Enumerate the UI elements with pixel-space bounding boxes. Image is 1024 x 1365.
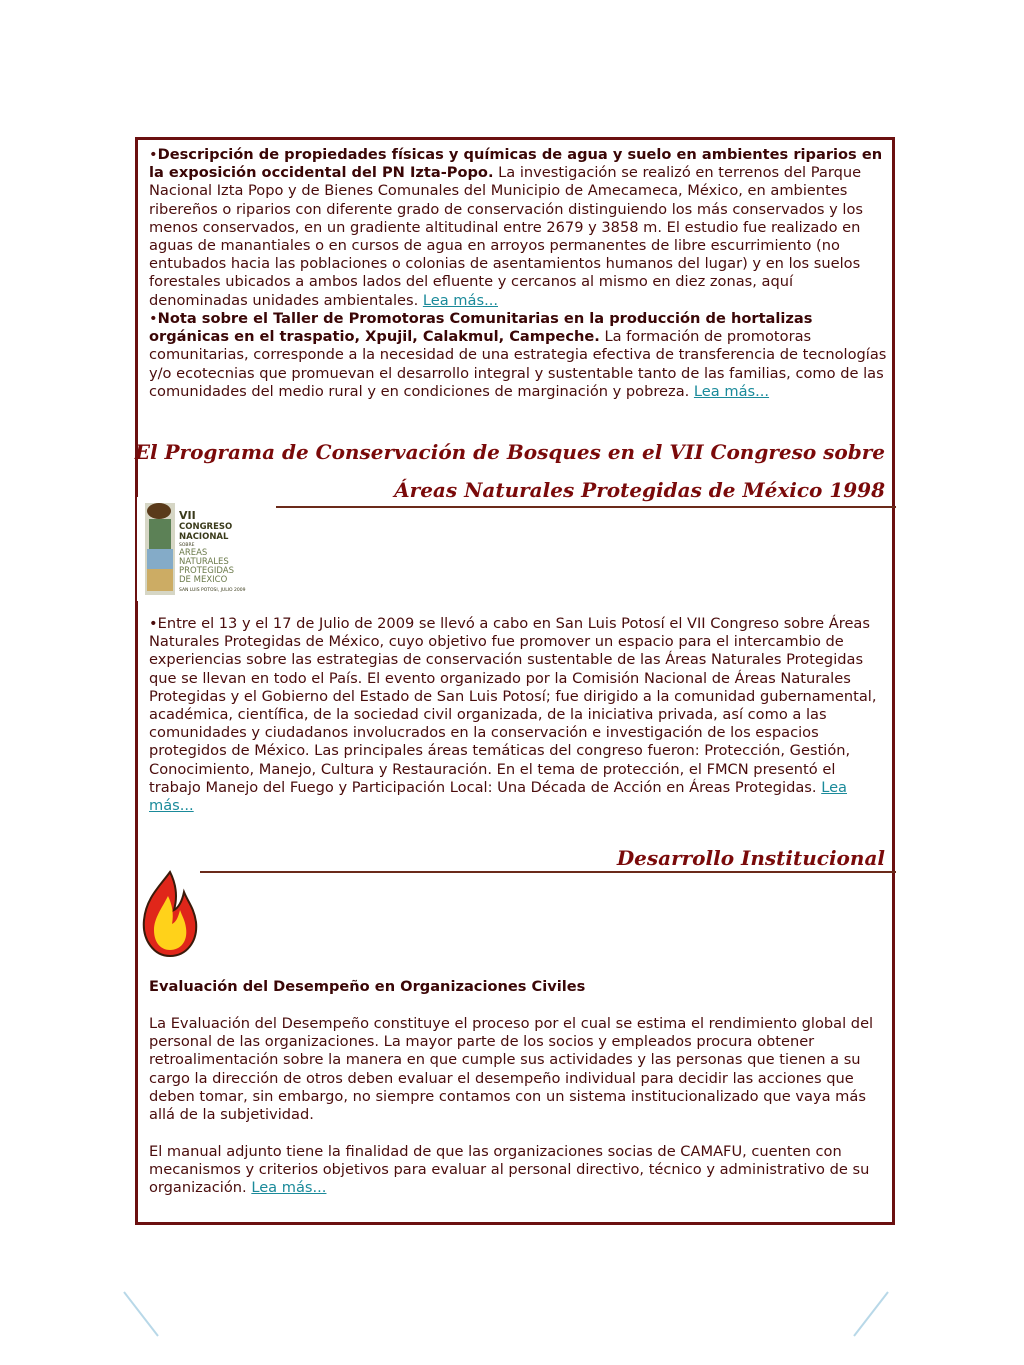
- section-heading-congreso: El Programa de Conservación de Bosques en el VII Congreso sobre: [134, 440, 885, 464]
- bullet: •: [149, 146, 158, 163]
- read-more-link[interactable]: Lea más...: [251, 1179, 327, 1197]
- section-heading-congreso-line2: Áreas Naturales Protegidas de México 1998: [394, 478, 885, 502]
- article-congreso: [149, 615, 889, 815]
- svg-text:DE MEXICO: DE MEXICO: [179, 575, 228, 585]
- svg-text:AREAS: AREAS: [179, 548, 208, 558]
- svg-text:SAN LUIS POTOSI, JULIO 2009: SAN LUIS POTOSI, JULIO 2009: [179, 588, 246, 593]
- read-more-link[interactable]: Lea más...: [149, 778, 847, 815]
- corner-decoration-left: [122, 1290, 162, 1340]
- article-riparios: [149, 146, 889, 310]
- bullet: •: [149, 310, 158, 327]
- subtitle: [149, 978, 889, 996]
- read-more-link[interactable]: Lea más...: [422, 291, 498, 309]
- paragraph: La Evaluación del Desempeño constituye el proceso por el cual se estima el rendimiento global del personal de las organizaciones. La mayor parte de los socios y empleados procura obtener retroalimentación sobre la manera en que cumple sus actividades y las personas que tienen a su cargo la dirección de otros deben evaluar el desempeño individual para decidir las acciones que deben tomar, sin embargo, no siempre contamos con un sistema institucionalizado que vaya más allá de la subjetividad.: [149, 1015, 874, 1124]
- paragraph-text: El manual adjunto tiene la finalidad de que las organizaciones socias de CAMAFU, cuenten con mecanismos y criterios objetivos para evaluar al personal directivo, técnico y administrativo de su organización.: [149, 1143, 870, 1197]
- congress-logo-image: [137, 497, 275, 601]
- heading-rule: [200, 871, 896, 873]
- svg-text:NACIONAL: NACIONAL: [179, 532, 229, 542]
- flame-icon: [138, 868, 202, 960]
- article-body: La formación de promotoras comunitarias, corresponde a la necesidad de una estrategia efectiva de transferencia de tecnologías y/o ecotecnias que promuevan el desarrollo integral y sustentable tanto de las familias, como de las comunidades del medio rural y en condiciones de marginación y pobreza.: [149, 328, 887, 400]
- article-title: Nota sobre el Taller de Promotoras Comunitarias en la producción de hortalizas orgánicas en el traspatio, Xpujil, Calakmul, Campeche.: [149, 310, 813, 346]
- read-more-link[interactable]: Lea más...: [693, 382, 770, 400]
- corner-decoration-right: [850, 1290, 890, 1340]
- heading-rule: [276, 506, 896, 508]
- bullet: •: [149, 615, 158, 632]
- article-body: Entre el 13 y el 17 de Julio de 2009 se llevó a cabo en San Luis Potosí el VII Congreso sobre Áreas Naturales Protegidas de México, cuyo objetivo fue promover un espacio para el intercambio de experiencias sobre las estrategias de conservación sustentable de las Áreas Naturales Protegidas que se llevan en todo el País. El evento organizado por la Comisión Nacional de Áreas Naturales Protegidas y el Gobierno del Estado de San Luis Potosí; fue dirigido a la comunidad gubernamental, académica, científica, de la sociedad civil organizada, de la iniciativa privada, así como a las comunidades y ciudadanos involucrados en la conservación e investigación de los espacios protegidos de México. Las principales áreas temáticas del congreso fueron: Protección, Gestión, Conocimiento, Manejo, Cultura y Restauración. En el tema de protección, el FMCN presentó el trabajo Manejo del Fuego y Participación Local: Una Década de Acción en Áreas Protegidas.: [149, 615, 877, 796]
- svg-text:SOBRE: SOBRE: [179, 543, 195, 548]
- paragraph-manual: [149, 1143, 889, 1198]
- logo-text: VII: [179, 509, 196, 522]
- svg-text:NATURALES: NATURALES: [179, 557, 229, 567]
- article-title: Descripción de propiedades físicas y químicas de agua y suelo en ambientes riparios en la exposición occidental del PN Izta-Popo.: [149, 146, 883, 182]
- section-heading-desarrollo: Desarrollo Institucional: [616, 846, 885, 870]
- svg-text:CONGRESO: CONGRESO: [179, 522, 233, 532]
- article-promotoras: [149, 310, 889, 401]
- svg-text:PROTEGIDAS: PROTEGIDAS: [179, 566, 234, 576]
- article-body: La investigación se realizó en terrenos del Parque Nacional Izta Popo y de Bienes Comunales del Municipio de Amecameca, México, en ambientes ribereños o riparios con diferente grado de conservación distinguiendo los más conservados y los menos conservados, en un gradiente altitudinal entre 2679 y 3858 m. El estudio fue realizado en aguas de manantiales o en cursos de agua en arroyos permanentes de libre escurrimiento (no entubados hacia las poblaciones o colonias de asentamientos humanos del lugar) y en los suelos forestales ubicados a ambos lados del efluente y cercanos al mismo en diez zonas, aquí denominadas unidades ambientales.: [149, 164, 863, 309]
- subtitle-text: Evaluación del Desempeño en Organizaciones Civiles: [149, 978, 586, 995]
